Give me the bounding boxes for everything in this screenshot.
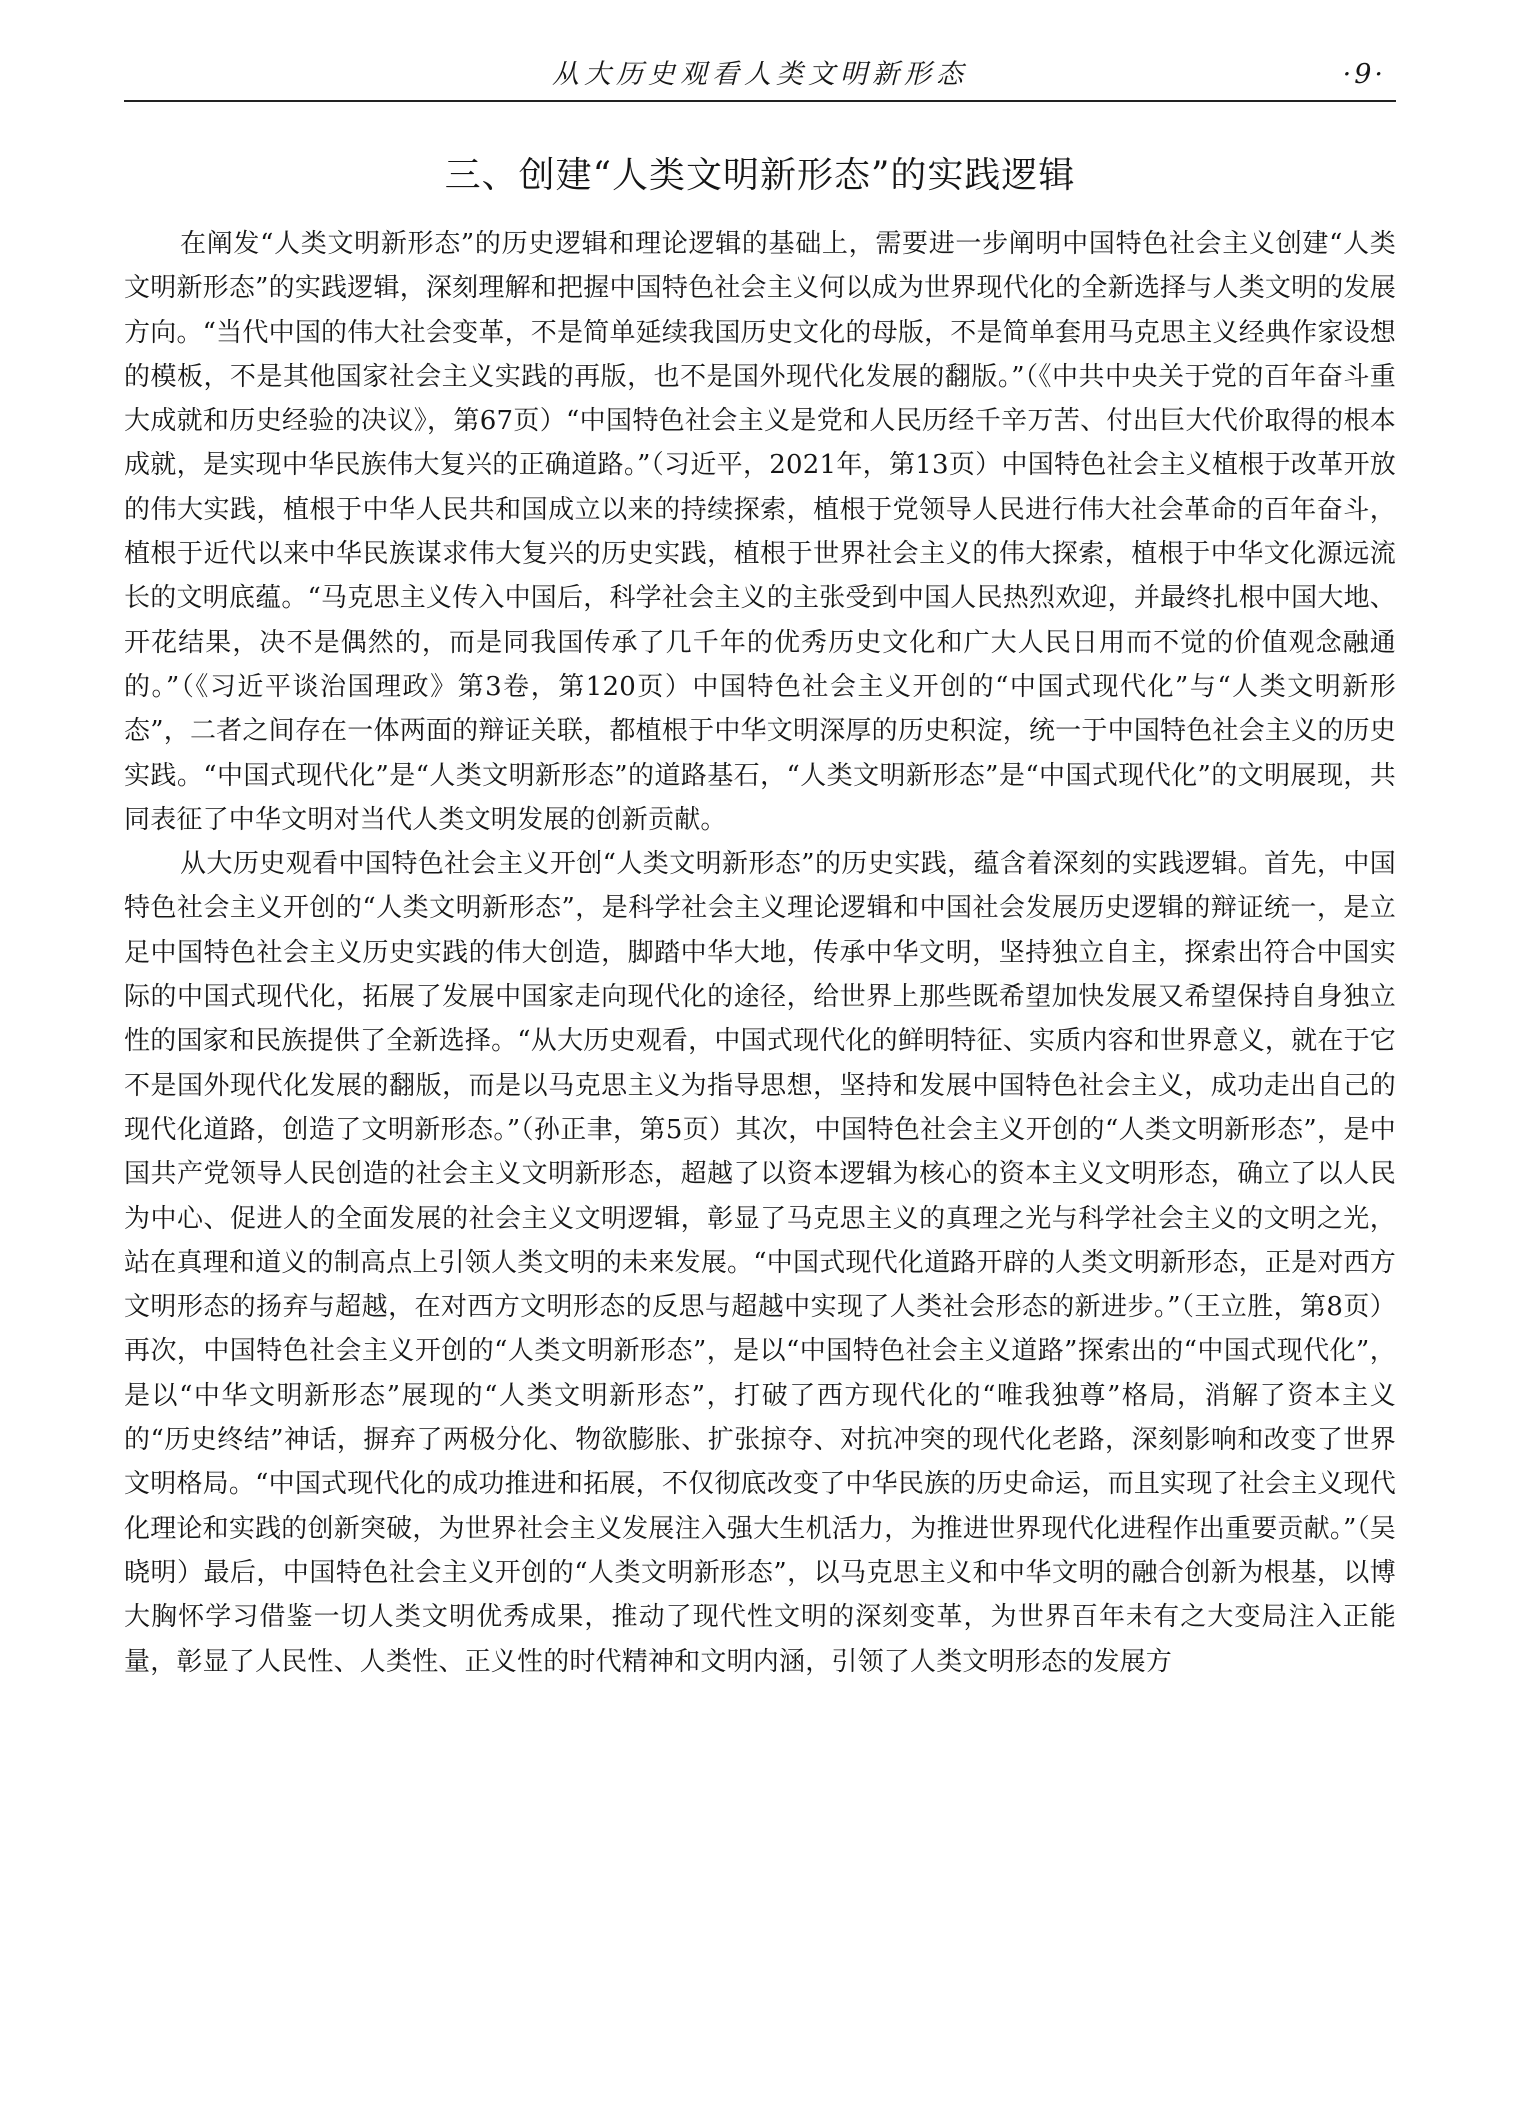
- paragraph-1: 在阐发“人类文明新形态”的历史逻辑和理论逻辑的基础上，需要进一步阐明中国特色社会主义创建“人类文明新形态”的实践逻辑，深刻理解和把握中国特色社会主义何以成为世界现代化的全新选择与人类文明的发展方向。“当代中国的伟大社会变革，不是简单延续我国历史文化的母版，不是简单套用马克思主义经典作家设想的模板，不是其他国家社会主义实践的再版，也不是国外现代化发展的翻版。”（《中共中央关于党的百年奋斗重大成就和历史经验的决议》，第67页）“中国特色社会主义是党和人民历经千辛万苦、付出巨大代价取得的根本成就，是实现中华民族伟大复兴的正确道路。”（习近平，2021年，第13页）中国特色社会主义植根于改革开放的伟大实践，植根于中华人民共和国成立以来的持续探索，植根于党领导人民进行伟大社会革命的百年奋斗，植根于近代以来中华民族谋求伟大复兴的历史实践，植根于世界社会主义的伟大探索，植根于中华文化源远流长的文明底蕴。“马克思主义传入中国后，科学社会主义的主张受到中国人民热烈欢迎，并最终扎根中国大地、开花结果，决不是偶然的，而是同我国传承了几千年的优秀历史文化和广大人民日用而不觉的价值观念融通的。”（《习近平谈治国理政》第3卷，第120页）中国特色社会主义开创的“中国式现代化”与“人类文明新形态”，二者之间存在一体两面的辩证关联，都植根于中华文明深厚的历史积淀，统一于中国特色社会主义的历史实践。“中国式现代化”是“人类文明新形态”的道路基石，“人类文明新形态”是“中国式现代化”的文明展现，共同表征了中华文明对当代人类文明发展的创新贡献。: [124, 229, 1396, 835]
- page-number: ·9·: [1342, 59, 1386, 90]
- running-header: [124, 56, 1396, 102]
- document-page: [124, 0, 1396, 2118]
- paragraph-2: 从大历史观看中国特色社会主义开创“人类文明新形态”的历史实践，蕴含着深刻的实践逻辑。首先，中国特色社会主义开创的“人类文明新形态”，是科学社会主义理论逻辑和中国社会发展历史逻辑的辩证统一，是立足中国特色社会主义历史实践的伟大创造，脚踏中华大地，传承中华文明，坚持独立自主，探索出符合中国实际的中国式现代化，拓展了发展中国家走向现代化的途径，给世界上那些既希望加快发展又希望保持自身独立性的国家和民族提供了全新选择。“从大历史观看，中国式现代化的鲜明特征、实质内容和世界意义，就在于它不是国外现代化发展的翻版，而是以马克思主义为指导思想，坚持和发展中国特色社会主义，成功走出自己的现代化道路，创造了文明新形态。”（孙正聿，第5页）其次，中国特色社会主义开创的“人类文明新形态”，是中国共产党领导人民创造的社会主义文明新形态，超越了以资本逻辑为核心的资本主义文明形态，确立了以人民为中心、促进人的全面发展的社会主义文明逻辑，彰显了马克思主义的真理之光与科学社会主义的文明之光，站在真理和道义的制高点上引领人类文明的未来发展。“中国式现代化道路开辟的人类文明新形态，正是对西方文明形态的扬弃与超越，在对西方文明形态的反思与超越中实现了人类社会形态的新进步。”（王立胜，第8页）再次，中国特色社会主义开创的“人类文明新形态”，是以“中国特色社会主义道路”探索出的“中国式现代化”，是以“中华文明新形态”展现的“人类文明新形态”，打破了西方现代化的“唯我独尊”格局，消解了资本主义的“历史终结”神话，摒弃了两极分化、物欲膨胀、扩张掠夺、对抗冲突的现代化老路，深刻影响和改变了世界文明格局。“中国式现代化的成功推进和拓展，不仅彻底改变了中华民族的历史命运，而且实现了社会主义现代化理论和实践的创新突破，为世界社会主义发展注入强大生机活力，为推进世界现代化进程作出重要贡献。”（吴晓明）最后，中国特色社会主义开创的“人类文明新形态”，以马克思主义和中华文明的融合创新为根基，以博大胸怀学习借鉴一切人类文明优秀成果，推动了现代性文明的深刻变革，为世界百年未有之大变局注入正能量，彰显了人民性、人类性、正义性的时代精神和文明内涵，引领了人类文明形态的发展方: [124, 849, 1396, 1677]
- section-title: 三、创建“人类文明新形态”的实践逻辑: [444, 155, 1076, 196]
- body-text: [124, 222, 1396, 1684]
- running-title: 从大历史观看人类文明新形态: [552, 59, 968, 90]
